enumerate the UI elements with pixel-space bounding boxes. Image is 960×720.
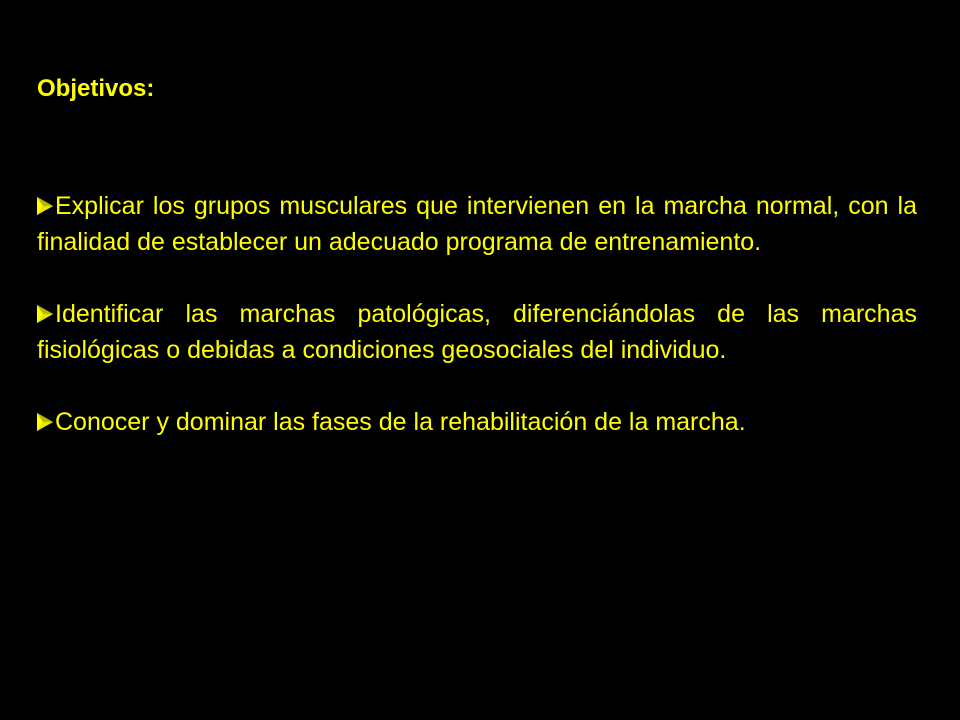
arrowhead-bullet-icon [37,197,53,215]
objective-text: Identificar las marchas patológicas, diferenciándolas de las marchas fisiológicas o debidas a condiciones geosociales del individuo. [37,300,917,364]
objective-text: Explicar los grupos musculares que intervienen en la marcha normal, con la finalidad de establecer un adecuado programa de entrenamiento. [37,192,917,256]
slide-title: Objetivos: [37,75,155,102]
objective-item [37,188,917,260]
objectives-list [37,188,917,476]
objective-item [37,404,917,440]
arrowhead-bullet-icon [37,413,53,431]
objective-text: Conocer y dominar las fases de la rehabilitación de la marcha. [55,408,746,436]
objective-item [37,296,917,368]
arrowhead-bullet-icon [37,305,53,323]
